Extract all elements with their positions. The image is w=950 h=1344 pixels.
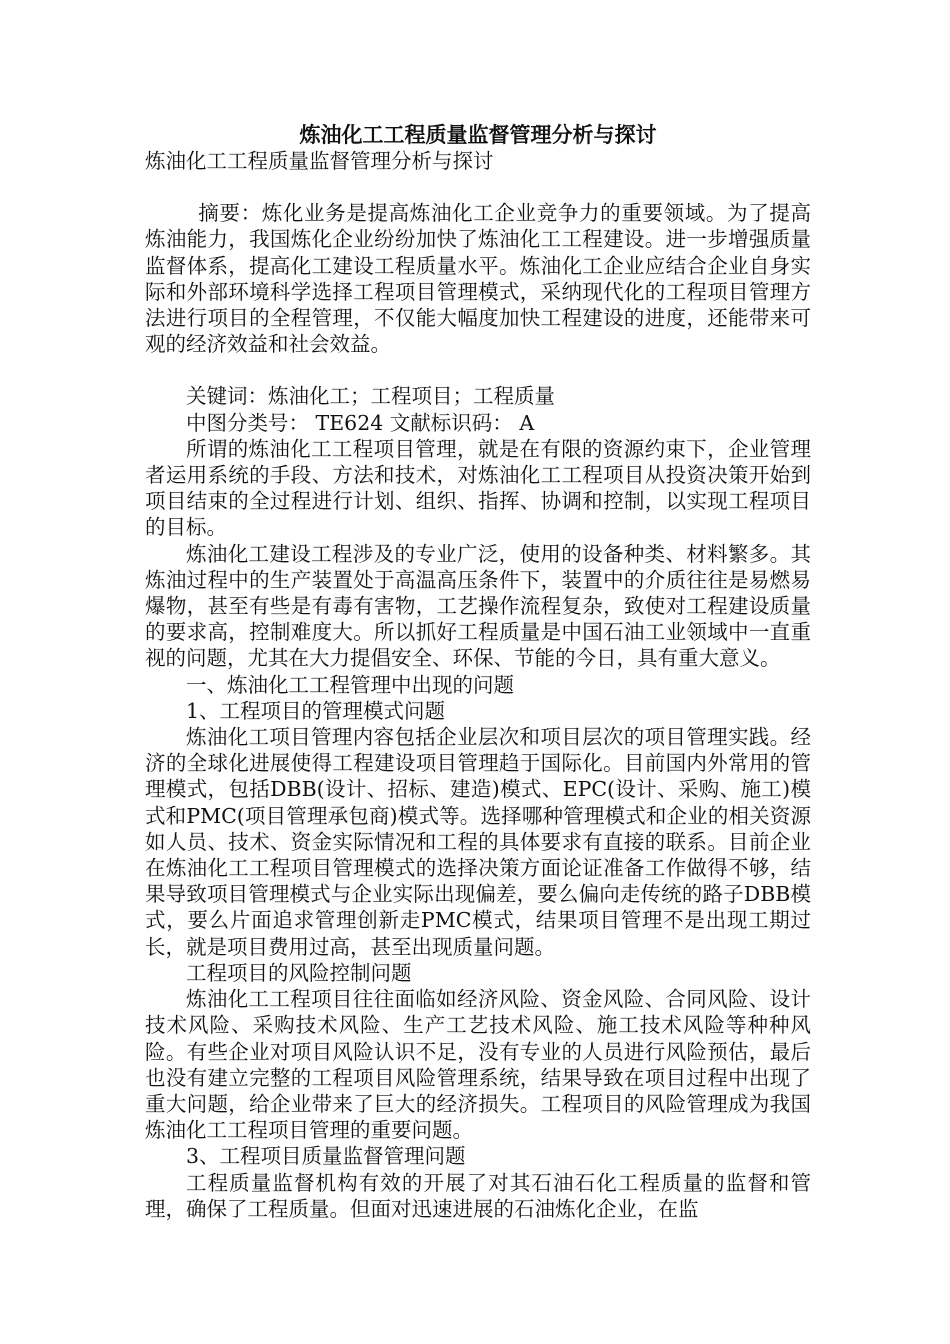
spacer (145, 357, 811, 383)
spacer (145, 174, 811, 200)
keywords-line: 关键词：炼油化工；工程项目；工程质量 (186, 384, 555, 409)
body-paragraph-5: 工程质量监督机构有效的开展了对其石油石化工程质量的监督和管理，确保了工程质量。但面对迅速进展的石油炼化企业，在监 (145, 1170, 811, 1221)
subsection-heading-2: 工程项目的风险控制问题 (186, 960, 412, 985)
document-subtitle: 炼油化工工程质量监督管理分析与探讨 (145, 149, 494, 173)
abstract-paragraph: 摘要：炼化业务是提高炼油化工企业竞争力的重要领域。为了提高炼油能力，我国炼化企业纷纷加快了炼油化工工程建设。进一步增强质量监督体系，提高化工建设工程质量水平。炼油化工企业应结合企业自身实际和外部环境科学选择工程项目管理模式，采纳现代化的工程项目管理方法进行项目的全程管理，不仅能大幅度加快工程建设的进度，还能带来可观的经济效益和社会效益。 (145, 201, 811, 357)
body-paragraph-4: 炼油化工工程项目往往面临如经济风险、资金风险、合同风险、设计技术风险、采购技术风险、生产工艺技术风险、施工技术风险等种种风险。有些企业对项目风险认识不足，没有专业的人员进行风险预估，最后也没有建立完整的工程项目风险管理系统，结果导致在项目过程中出现了重大问题，给企业带来了巨大的经济损失。工程项目的风险管理成为我国炼油化工工程项目管理的重要问题。 (145, 987, 811, 1143)
subsection-heading-3: 3、工程项目质量监督管理问题 (186, 1144, 466, 1169)
classification-line: 中图分类号： TE624 文献标识码： A (186, 410, 535, 435)
body-paragraph-3: 炼油化工项目管理内容包括企业层次和项目层次的项目管理实践。经济的全球化进展使得工程建设项目管理趋于国际化。目前国内外常用的管理模式，包括DBB(设计、招标、建造)模式、EPC(设计、采购、施工)模式和PMC(项目管理承包商)模式等。选择哪种管理模式和企业的相关资源如人员、技术、资金实际情况和工程的具体要求有直接的联系。目前企业在炼油化工工程项目管理模式的选择决策方面论证准备工作做得不够，结果导致项目管理模式与企业实际出现偏差，要么偏向走传统的路子DBB模式，要么片面追求管理创新走PMC模式，结果项目管理不是出现工期过长，就是项目费用过高，甚至出现质量问题。 (145, 725, 811, 959)
document-title: 炼油化工工程质量监督管理分析与探讨 (299, 122, 657, 147)
body-paragraph-2: 炼油化工建设工程涉及的专业广泛，使用的设备种类、材料繁多。其炼油过程中的生产装置处于高温高压条件下，装置中的介质往往是易燃易爆物，甚至有些是有毒有害物，工艺操作流程复杂，致使对工程建设质量的要求高，控制难度大。所以抓好工程质量是中国石油工业领域中一直重视的问题，尤其在大力提倡安全、环保、节能的今日，具有重大意义。 (145, 541, 811, 671)
document-page (145, 122, 811, 1222)
section-heading-1: 一、炼油化工工程管理中出现的问题 (186, 672, 514, 697)
subsection-heading-1: 1、工程项目的管理模式问题 (186, 698, 446, 723)
body-paragraph-1: 所谓的炼油化工工程项目管理，就是在有限的资源约束下，企业管理者运用系统的手段、方法和技术，对炼油化工工程项目从投资决策开始到项目结束的全过程进行计划、组织、指挥、协调和控制，以实现工程项目的目标。 (145, 436, 811, 540)
